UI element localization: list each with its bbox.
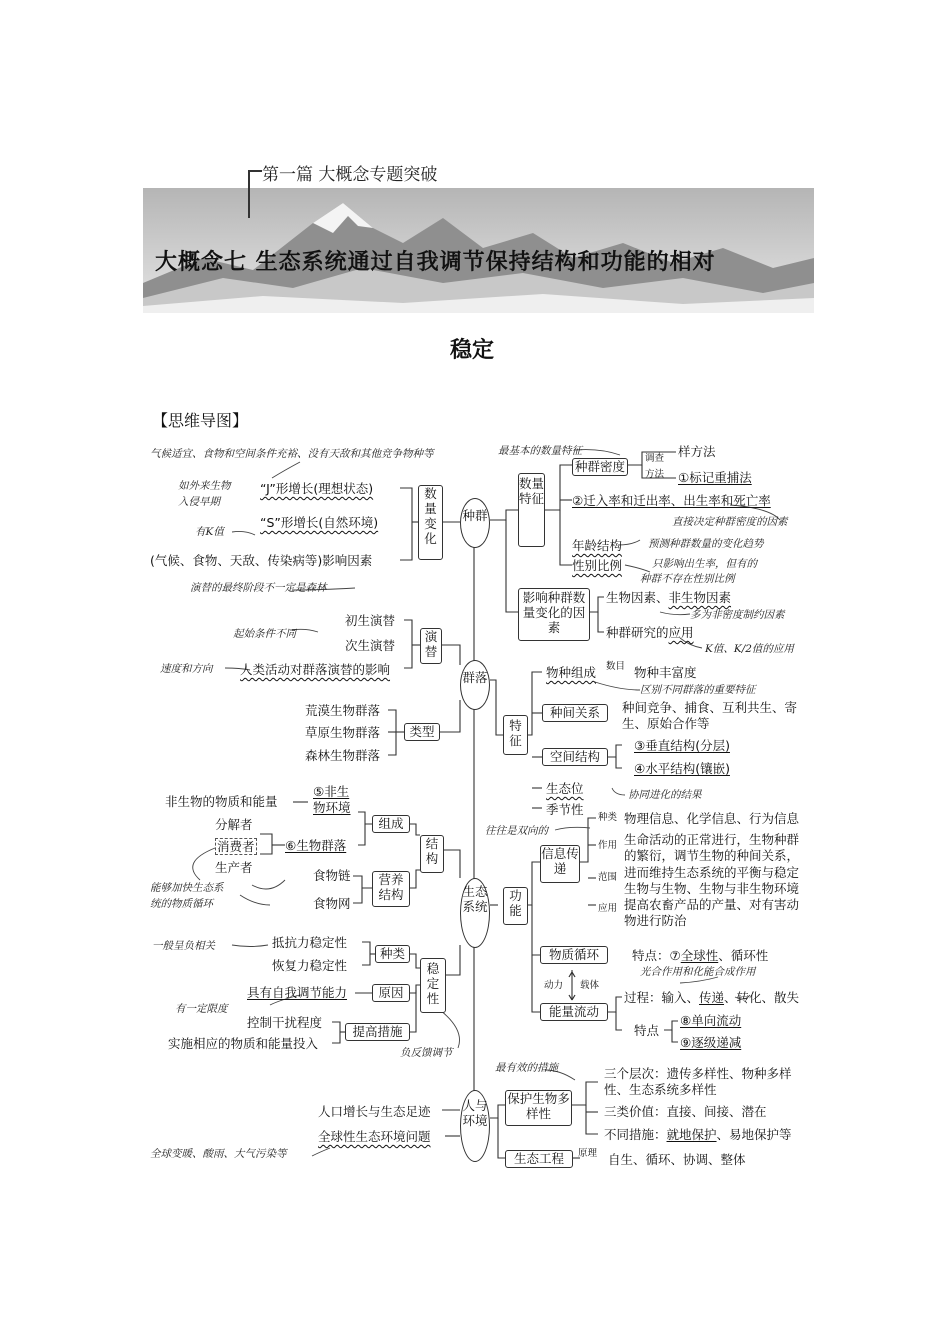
- info-application-label: 应用: [598, 903, 618, 914]
- chapter-title-cont: 稳定: [450, 338, 495, 363]
- sex-ratio-note-2: 种群不存在性别比例: [640, 573, 735, 585]
- sex-ratio-note-1: 只影响出生率，但有的: [652, 558, 757, 570]
- ecological-engineering-box: 生态工程: [505, 1150, 573, 1168]
- self-regulation-ability: 具有自我调节能力: [247, 985, 348, 1000]
- research-label: 种群研究的: [606, 625, 669, 640]
- matter-energy-input: 实施相应的物质和能量投入: [168, 1036, 319, 1051]
- age-structure-note: 预测种群数量的变化趋势: [648, 538, 764, 550]
- food-web: 食物网: [313, 896, 351, 911]
- negative-correlation-note: 一般呈负相关: [152, 940, 215, 952]
- forest-community: 森林生物群落: [305, 748, 381, 763]
- in-situ-protection: 就地保护: [666, 1127, 717, 1142]
- driving-force-label: 动力: [544, 980, 564, 991]
- application-label: 应用: [668, 625, 694, 640]
- biotic-factors: [606, 590, 731, 605]
- quantity-change-box: 数量变化: [418, 485, 443, 560]
- ecosystem-node: 生态系统: [460, 878, 490, 948]
- survey-label: 调查: [645, 453, 665, 464]
- species-composition: 物种组成: [546, 665, 597, 680]
- composition-box: 组成: [372, 815, 410, 833]
- info-scope: 生物与生物、生物与非生物环境: [624, 881, 800, 896]
- abiotic-env-2: 物环境: [313, 800, 351, 815]
- global-issues-note: 全球变暖、酸雨、大气污染等: [150, 1148, 287, 1160]
- chapter-title: 大概念七 生态系统通过自我调节保持结构和功能的相对: [155, 250, 716, 275]
- basic-feature-note: 最基本的数量特征: [498, 445, 582, 457]
- species-richness: 物种丰富度: [634, 665, 697, 680]
- desert-community: 荒漠生物群落: [305, 703, 381, 718]
- succession-note: 演替的最终阶段不一定是森林: [190, 582, 327, 594]
- influencing-factors: (气候、食物、天敌、传染病等)影响因素: [150, 553, 373, 568]
- population-footprint: 人口增长与生态足迹: [318, 1104, 431, 1119]
- population-density-box: 种群密度: [572, 458, 628, 476]
- k-value-application: K值、K/2值的应用: [705, 643, 794, 655]
- trophic-structure-box: 营养结构: [372, 871, 410, 907]
- one-way-flow: ⑧单向流动: [680, 1013, 742, 1028]
- j-curve-growth: “J”形增长(理想状态): [260, 481, 374, 496]
- cycle-features-label: 特点：⑦: [632, 948, 681, 963]
- decomposers: 分解者: [215, 817, 253, 832]
- consumer-note-1: 能够加快生态系: [150, 882, 224, 894]
- three-values: 三类价值：直接、间接、潜在: [604, 1104, 767, 1119]
- series-label: 第一篇 大概念专题突破: [262, 165, 438, 185]
- cyclicity: 、循环性: [718, 948, 769, 963]
- energy-flow-box: 能量流动: [540, 1003, 608, 1021]
- improvement-measures-box: 提高措施: [345, 1023, 410, 1041]
- grassland-community: 草原生物群落: [305, 725, 381, 740]
- interspecific-relations-box: 种间关系: [542, 704, 608, 722]
- gradual-decrease: ⑨逐级递减: [680, 1035, 742, 1050]
- producers: 生产者: [215, 860, 253, 875]
- relations-list-2: 生、原始合作等: [622, 716, 710, 731]
- consumers: 消费者: [217, 839, 255, 854]
- s-curve-growth: “S”形增长(自然环境): [260, 515, 379, 530]
- photosynthesis-note: 光合作用和化能合成作用: [640, 966, 756, 978]
- population-research: [606, 625, 694, 640]
- function-box: 功能: [503, 887, 528, 925]
- matter-cycle-features: [632, 948, 768, 963]
- relations-list-1: 种间竞争、捕食、互利共生、寄: [622, 700, 798, 715]
- mark-recapture-method: ①标记重捕法: [678, 470, 752, 485]
- carrier-label: 载体: [580, 980, 600, 991]
- community-node: 群落: [460, 660, 490, 710]
- population-node: 种群: [460, 498, 490, 548]
- quantity-features-box: 数量特征: [518, 473, 545, 547]
- community-feature-note: 区别不同群落的重要特征: [640, 684, 756, 696]
- types-box: 类型: [404, 723, 440, 741]
- matter-cycle-box: 物质循环: [540, 946, 608, 964]
- start-condition-note: 起始条件不同: [233, 628, 296, 640]
- globality: 全球性: [680, 948, 719, 963]
- primary-succession: 初生演替: [345, 613, 396, 628]
- info-application-2: 物进行防治: [624, 913, 687, 928]
- resistance-stability: 抵抗力稳定性: [272, 935, 348, 950]
- energy-features-label: 特点: [634, 1023, 660, 1038]
- info-types-label: 种类: [598, 812, 618, 823]
- human-impact-succession: 人类活动对群落演替的影响: [240, 662, 391, 677]
- quadrat-method: 样方法: [678, 444, 716, 459]
- age-structure: 年龄结构: [572, 538, 623, 553]
- spatial-structure-box: 空间结构: [542, 748, 608, 766]
- direct-factor-note: 直接决定种群密度的因素: [672, 516, 788, 528]
- info-role-2: 的繁衍，调节生物的种间关系，: [624, 848, 800, 863]
- speed-direction-note: 速度和方向: [160, 663, 213, 675]
- process-label: 过程：输入、: [624, 990, 700, 1005]
- biodiversity-protection-box: 保护生物多样性: [505, 1090, 572, 1126]
- sex-ratio: 性别比例: [572, 558, 623, 573]
- negative-feedback-note: 负反馈调节: [400, 1047, 453, 1059]
- food-chain: 食物链: [313, 868, 351, 883]
- structure-box: 结构: [420, 835, 444, 873]
- three-levels-2: 性、生态系统多样性: [604, 1082, 717, 1097]
- protection-measures: [604, 1127, 792, 1142]
- biotic-factors-label: 生物因素、: [606, 590, 669, 605]
- vertical-structure: ③垂直结构(分层): [634, 738, 730, 753]
- j-curve-conditions: 气候适宜、食物和空间条件充裕、没有天敌和其他竞争物种等: [150, 448, 434, 460]
- most-effective-note: 最有效的措施: [495, 1062, 558, 1074]
- abiotic-matter-energy: 非生物的物质和能量: [165, 794, 278, 809]
- j-curve-example-1: 如外来生物: [178, 480, 231, 492]
- rates-item: ②迁入率和迁出率、出生率和死亡率: [572, 493, 771, 508]
- stability-box: 稳定性: [420, 958, 446, 1013]
- info-transfer-box: 信息传递: [540, 845, 580, 883]
- limited-note: 有一定限度: [175, 1003, 228, 1015]
- control-disturbance: 控制干扰程度: [247, 1015, 323, 1030]
- principle-label: 原理: [578, 1148, 598, 1159]
- conversion-dissipation: 、转化、散失: [724, 990, 800, 1005]
- horizontal-structure: ④水平结构(镶嵌): [634, 761, 730, 776]
- energy-process: [624, 990, 799, 1005]
- three-levels-1: 三个层次：遗传多样性、物种多样: [604, 1066, 792, 1081]
- j-curve-example-2: 入侵早期: [178, 496, 220, 508]
- abiotic-factors-label: 非生物因素: [668, 590, 732, 605]
- bidirectional-note: 往往是双向的: [485, 825, 548, 837]
- reason-box: 原因: [372, 984, 410, 1002]
- resilience-stability: 恢复力稳定性: [272, 958, 348, 973]
- info-role-3: 进而维持生态系统的平衡与稳定: [624, 865, 800, 880]
- number-label: 数目: [606, 661, 626, 672]
- ecological-niche: 生态位: [546, 781, 584, 796]
- succession-box: 演替: [420, 628, 442, 664]
- biotic-community: ⑥生物群落: [285, 838, 347, 853]
- section-heading: 【思维导图】: [152, 411, 249, 430]
- info-scope-label: 范围: [598, 872, 618, 883]
- population-change-factors-box: 影响种群数量变化的因素: [518, 588, 590, 641]
- engineering-principles: 自生、循环、协调、整体: [608, 1152, 746, 1167]
- method-label: 方法: [645, 469, 665, 480]
- secondary-succession: 次生演替: [345, 638, 396, 653]
- community-features-box: 特征: [503, 715, 528, 755]
- measures-label: 不同措施：: [604, 1127, 667, 1142]
- k-value-note: 有K值: [195, 526, 224, 538]
- consumer-note-2: 统的物质循环: [150, 898, 213, 910]
- abiotic-note: 多为非密度制约因素: [690, 609, 785, 621]
- info-role-1: 生命活动的正常进行，生物种群: [624, 832, 800, 847]
- stability-types-box: 种类: [375, 945, 410, 963]
- info-types: 物理信息、化学信息、行为信息: [624, 811, 800, 826]
- abiotic-env-1: ⑤非生: [313, 784, 350, 799]
- global-environment-issues: 全球性生态环境问题: [318, 1129, 431, 1144]
- info-application-1: 提高农畜产品的产量、对有害动: [624, 897, 800, 912]
- transfer: 传递: [699, 990, 725, 1005]
- niche-note: 协同进化的结果: [628, 789, 702, 801]
- ex-situ-protection: 、易地保护等: [716, 1127, 792, 1142]
- seasonality: 季节性: [546, 802, 584, 817]
- human-environment-node: 人与环境: [460, 1090, 490, 1162]
- info-role-label: 作用: [598, 840, 618, 851]
